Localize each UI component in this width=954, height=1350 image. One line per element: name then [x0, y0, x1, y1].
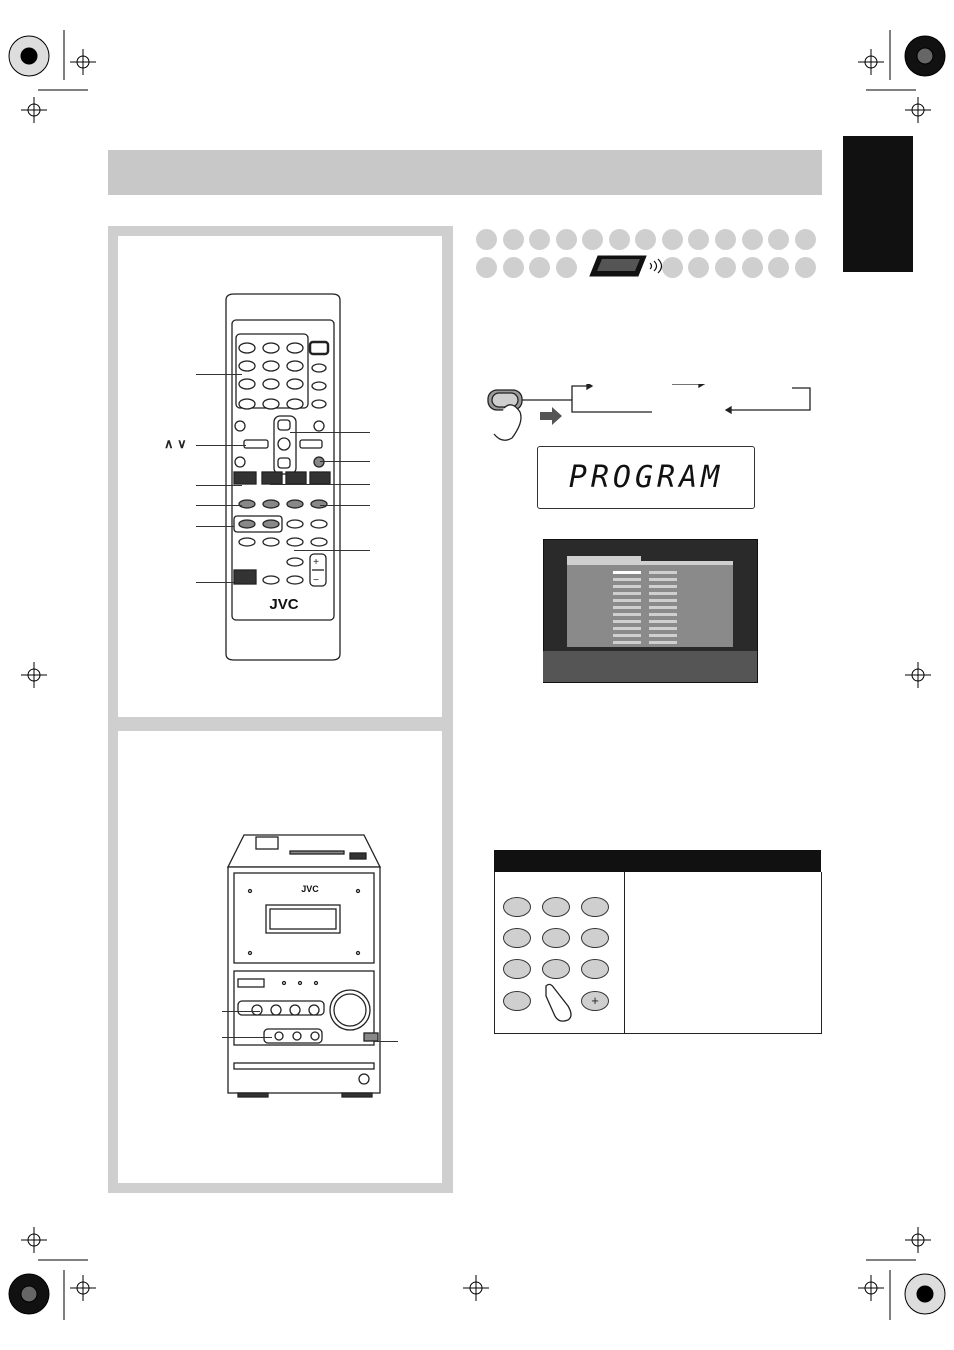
- program-list-graphic: [543, 539, 757, 682]
- plus-key[interactable]: +: [581, 991, 609, 1011]
- unit-brand-logo: JVC: [301, 884, 319, 894]
- remote-only-icon: [588, 252, 666, 280]
- language-tab: [843, 136, 913, 272]
- main-unit-illustration: [224, 833, 384, 1098]
- lcd-text: PROGRAM: [568, 460, 724, 495]
- number-key[interactable]: [503, 991, 531, 1011]
- press-button-illustration: [482, 384, 822, 444]
- header-band: [108, 150, 822, 195]
- number-key[interactable]: [503, 928, 531, 948]
- number-key[interactable]: [581, 959, 609, 979]
- svg-text:+: +: [313, 557, 319, 568]
- number-key[interactable]: [542, 897, 570, 917]
- number-key[interactable]: [503, 959, 531, 979]
- table-header: [494, 850, 821, 872]
- number-key[interactable]: [581, 928, 609, 948]
- finger-pressing-icon: [544, 982, 584, 1024]
- svg-text:−: −: [313, 575, 319, 586]
- up-down-label: ∧ ∨: [164, 436, 187, 451]
- number-key[interactable]: [542, 959, 570, 979]
- remote-brand-logo: JVC: [269, 596, 299, 613]
- number-key[interactable]: [542, 928, 570, 948]
- number-key[interactable]: [581, 897, 609, 917]
- lcd-display: [537, 446, 755, 509]
- number-key[interactable]: [503, 897, 531, 917]
